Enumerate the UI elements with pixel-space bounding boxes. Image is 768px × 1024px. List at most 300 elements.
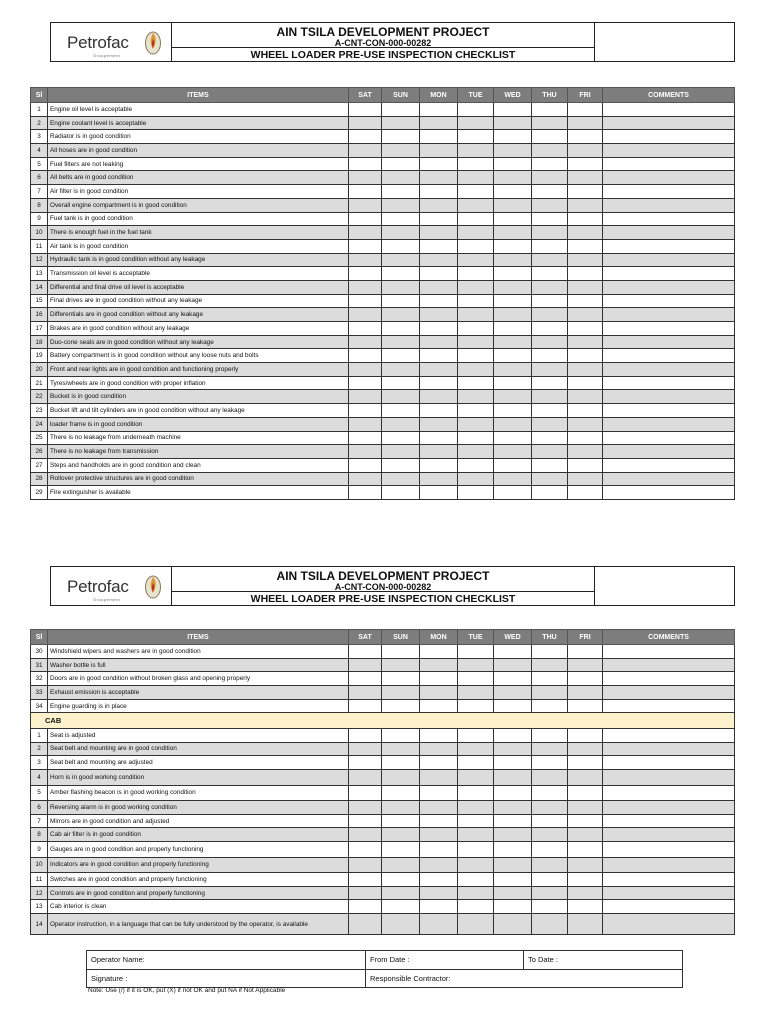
check-cell-thu[interactable] [532,116,568,130]
comment-cell[interactable] [603,212,735,226]
check-cell-tue[interactable] [458,157,494,171]
check-cell-thu[interactable] [532,349,568,363]
check-cell-sun[interactable] [382,185,420,199]
check-cell-thu[interactable] [532,472,568,486]
check-cell-sat[interactable] [349,226,382,240]
check-cell-tue[interactable] [458,445,494,459]
check-cell-thu[interactable] [532,144,568,158]
check-cell-sat[interactable] [349,645,382,659]
check-cell-wed[interactable] [494,294,532,308]
comment-cell[interactable] [603,458,735,472]
check-cell-wed[interactable] [494,728,532,742]
comment-cell[interactable] [603,308,735,322]
check-cell-mon[interactable] [420,914,458,935]
check-cell-sat[interactable] [349,157,382,171]
check-cell-thu[interactable] [532,686,568,700]
check-cell-sun[interactable] [382,873,420,887]
comment-cell[interactable] [603,239,735,253]
check-cell-sat[interactable] [349,886,382,900]
comment-cell[interactable] [603,801,735,815]
check-cell-tue[interactable] [458,814,494,828]
check-cell-wed[interactable] [494,390,532,404]
check-cell-mon[interactable] [420,417,458,431]
check-cell-sat[interactable] [349,376,382,390]
check-cell-fri[interactable] [568,857,603,873]
check-cell-fri[interactable] [568,308,603,322]
check-cell-fri[interactable] [568,445,603,459]
check-cell-sun[interactable] [382,886,420,900]
check-cell-wed[interactable] [494,431,532,445]
check-cell-fri[interactable] [568,742,603,756]
comment-cell[interactable] [603,728,735,742]
check-cell-wed[interactable] [494,253,532,267]
comment-cell[interactable] [603,886,735,900]
comment-cell[interactable] [603,699,735,713]
check-cell-mon[interactable] [420,226,458,240]
operator-name-field[interactable]: Operator Name: [87,951,366,970]
check-cell-thu[interactable] [532,390,568,404]
check-cell-thu[interactable] [532,785,568,801]
comment-cell[interactable] [603,335,735,349]
comment-cell[interactable] [603,130,735,144]
check-cell-wed[interactable] [494,144,532,158]
check-cell-sat[interactable] [349,198,382,212]
check-cell-sat[interactable] [349,814,382,828]
check-cell-fri[interactable] [568,144,603,158]
check-cell-wed[interactable] [494,308,532,322]
check-cell-sun[interactable] [382,363,420,377]
check-cell-sun[interactable] [382,756,420,770]
comment-cell[interactable] [603,171,735,185]
check-cell-mon[interactable] [420,157,458,171]
check-cell-tue[interactable] [458,728,494,742]
check-cell-wed[interactable] [494,658,532,672]
check-cell-wed[interactable] [494,280,532,294]
check-cell-sun[interactable] [382,116,420,130]
check-cell-mon[interactable] [420,742,458,756]
check-cell-mon[interactable] [420,212,458,226]
check-cell-sat[interactable] [349,212,382,226]
check-cell-fri[interactable] [568,814,603,828]
check-cell-sun[interactable] [382,672,420,686]
comment-cell[interactable] [603,417,735,431]
check-cell-mon[interactable] [420,144,458,158]
comment-cell[interactable] [603,267,735,281]
check-cell-tue[interactable] [458,873,494,887]
check-cell-fri[interactable] [568,472,603,486]
check-cell-mon[interactable] [420,130,458,144]
check-cell-fri[interactable] [568,900,603,914]
check-cell-wed[interactable] [494,171,532,185]
check-cell-wed[interactable] [494,486,532,500]
check-cell-thu[interactable] [532,322,568,336]
check-cell-thu[interactable] [532,253,568,267]
comment-cell[interactable] [603,253,735,267]
check-cell-mon[interactable] [420,390,458,404]
check-cell-sun[interactable] [382,376,420,390]
check-cell-fri[interactable] [568,390,603,404]
check-cell-tue[interactable] [458,842,494,858]
check-cell-sat[interactable] [349,144,382,158]
check-cell-wed[interactable] [494,785,532,801]
comment-cell[interactable] [603,472,735,486]
check-cell-thu[interactable] [532,226,568,240]
check-cell-sun[interactable] [382,130,420,144]
check-cell-thu[interactable] [532,267,568,281]
check-cell-tue[interactable] [458,417,494,431]
check-cell-fri[interactable] [568,842,603,858]
check-cell-sat[interactable] [349,857,382,873]
check-cell-sun[interactable] [382,445,420,459]
check-cell-sat[interactable] [349,253,382,267]
check-cell-sun[interactable] [382,814,420,828]
check-cell-sun[interactable] [382,253,420,267]
check-cell-sat[interactable] [349,390,382,404]
check-cell-thu[interactable] [532,103,568,117]
check-cell-sun[interactable] [382,785,420,801]
check-cell-fri[interactable] [568,239,603,253]
check-cell-wed[interactable] [494,814,532,828]
check-cell-sat[interactable] [349,130,382,144]
check-cell-wed[interactable] [494,335,532,349]
check-cell-sun[interactable] [382,267,420,281]
check-cell-tue[interactable] [458,349,494,363]
check-cell-wed[interactable] [494,376,532,390]
check-cell-tue[interactable] [458,226,494,240]
check-cell-sat[interactable] [349,842,382,858]
check-cell-sun[interactable] [382,308,420,322]
check-cell-sat[interactable] [349,417,382,431]
check-cell-tue[interactable] [458,828,494,842]
check-cell-fri[interactable] [568,431,603,445]
check-cell-fri[interactable] [568,294,603,308]
check-cell-mon[interactable] [420,658,458,672]
check-cell-wed[interactable] [494,363,532,377]
check-cell-sun[interactable] [382,171,420,185]
check-cell-fri[interactable] [568,212,603,226]
check-cell-fri[interactable] [568,185,603,199]
check-cell-sat[interactable] [349,404,382,418]
check-cell-thu[interactable] [532,417,568,431]
comment-cell[interactable] [603,404,735,418]
check-cell-fri[interactable] [568,873,603,887]
check-cell-thu[interactable] [532,431,568,445]
check-cell-mon[interactable] [420,686,458,700]
check-cell-sun[interactable] [382,226,420,240]
check-cell-thu[interactable] [532,873,568,887]
check-cell-sun[interactable] [382,322,420,336]
check-cell-sat[interactable] [349,445,382,459]
check-cell-sat[interactable] [349,873,382,887]
check-cell-thu[interactable] [532,672,568,686]
check-cell-sun[interactable] [382,686,420,700]
check-cell-fri[interactable] [568,376,603,390]
check-cell-thu[interactable] [532,828,568,842]
check-cell-thu[interactable] [532,335,568,349]
check-cell-sun[interactable] [382,472,420,486]
check-cell-mon[interactable] [420,376,458,390]
check-cell-sun[interactable] [382,390,420,404]
check-cell-fri[interactable] [568,226,603,240]
check-cell-thu[interactable] [532,376,568,390]
check-cell-thu[interactable] [532,842,568,858]
check-cell-sun[interactable] [382,900,420,914]
comment-cell[interactable] [603,486,735,500]
check-cell-fri[interactable] [568,645,603,659]
to-date-field[interactable]: To Date : [524,951,683,970]
check-cell-wed[interactable] [494,212,532,226]
check-cell-sun[interactable] [382,239,420,253]
check-cell-sat[interactable] [349,171,382,185]
check-cell-mon[interactable] [420,801,458,815]
check-cell-thu[interactable] [532,404,568,418]
check-cell-fri[interactable] [568,914,603,935]
comment-cell[interactable] [603,828,735,842]
check-cell-tue[interactable] [458,742,494,756]
check-cell-tue[interactable] [458,239,494,253]
check-cell-sat[interactable] [349,686,382,700]
check-cell-tue[interactable] [458,458,494,472]
check-cell-mon[interactable] [420,363,458,377]
check-cell-thu[interactable] [532,645,568,659]
comment-cell[interactable] [603,645,735,659]
check-cell-tue[interactable] [458,376,494,390]
check-cell-fri[interactable] [568,404,603,418]
check-cell-sat[interactable] [349,267,382,281]
check-cell-thu[interactable] [532,171,568,185]
check-cell-tue[interactable] [458,857,494,873]
check-cell-sun[interactable] [382,828,420,842]
check-cell-tue[interactable] [458,658,494,672]
check-cell-thu[interactable] [532,212,568,226]
check-cell-sun[interactable] [382,801,420,815]
check-cell-wed[interactable] [494,686,532,700]
check-cell-sat[interactable] [349,431,382,445]
check-cell-sat[interactable] [349,363,382,377]
check-cell-sun[interactable] [382,458,420,472]
check-cell-thu[interactable] [532,198,568,212]
check-cell-fri[interactable] [568,267,603,281]
check-cell-tue[interactable] [458,198,494,212]
check-cell-tue[interactable] [458,212,494,226]
check-cell-mon[interactable] [420,828,458,842]
check-cell-tue[interactable] [458,130,494,144]
from-date-field[interactable]: From Date : [366,951,524,970]
check-cell-tue[interactable] [458,770,494,786]
check-cell-sun[interactable] [382,212,420,226]
check-cell-fri[interactable] [568,417,603,431]
check-cell-sat[interactable] [349,728,382,742]
check-cell-sat[interactable] [349,308,382,322]
check-cell-sun[interactable] [382,699,420,713]
check-cell-thu[interactable] [532,742,568,756]
check-cell-tue[interactable] [458,322,494,336]
check-cell-wed[interactable] [494,900,532,914]
comment-cell[interactable] [603,226,735,240]
check-cell-fri[interactable] [568,828,603,842]
check-cell-sat[interactable] [349,486,382,500]
comment-cell[interactable] [603,770,735,786]
check-cell-sat[interactable] [349,280,382,294]
check-cell-mon[interactable] [420,886,458,900]
check-cell-sat[interactable] [349,294,382,308]
check-cell-sun[interactable] [382,742,420,756]
comment-cell[interactable] [603,144,735,158]
check-cell-fri[interactable] [568,157,603,171]
check-cell-thu[interactable] [532,280,568,294]
comment-cell[interactable] [603,857,735,873]
comment-cell[interactable] [603,672,735,686]
check-cell-fri[interactable] [568,253,603,267]
check-cell-wed[interactable] [494,886,532,900]
check-cell-wed[interactable] [494,103,532,117]
check-cell-tue[interactable] [458,103,494,117]
check-cell-tue[interactable] [458,253,494,267]
comment-cell[interactable] [603,900,735,914]
comment-cell[interactable] [603,842,735,858]
check-cell-fri[interactable] [568,785,603,801]
check-cell-thu[interactable] [532,363,568,377]
check-cell-thu[interactable] [532,770,568,786]
check-cell-mon[interactable] [420,103,458,117]
check-cell-sat[interactable] [349,116,382,130]
check-cell-tue[interactable] [458,185,494,199]
comment-cell[interactable] [603,756,735,770]
check-cell-fri[interactable] [568,770,603,786]
comment-cell[interactable] [603,914,735,935]
check-cell-sun[interactable] [382,157,420,171]
check-cell-thu[interactable] [532,801,568,815]
check-cell-wed[interactable] [494,645,532,659]
check-cell-tue[interactable] [458,472,494,486]
check-cell-wed[interactable] [494,472,532,486]
check-cell-sat[interactable] [349,756,382,770]
check-cell-fri[interactable] [568,801,603,815]
comment-cell[interactable] [603,280,735,294]
comment-cell[interactable] [603,686,735,700]
check-cell-thu[interactable] [532,658,568,672]
check-cell-mon[interactable] [420,349,458,363]
check-cell-tue[interactable] [458,335,494,349]
check-cell-sat[interactable] [349,828,382,842]
check-cell-tue[interactable] [458,756,494,770]
check-cell-sat[interactable] [349,349,382,363]
comment-cell[interactable] [603,390,735,404]
check-cell-sun[interactable] [382,857,420,873]
check-cell-mon[interactable] [420,294,458,308]
check-cell-wed[interactable] [494,857,532,873]
check-cell-thu[interactable] [532,699,568,713]
check-cell-tue[interactable] [458,486,494,500]
check-cell-tue[interactable] [458,363,494,377]
check-cell-tue[interactable] [458,431,494,445]
check-cell-wed[interactable] [494,198,532,212]
check-cell-tue[interactable] [458,294,494,308]
check-cell-fri[interactable] [568,280,603,294]
check-cell-tue[interactable] [458,914,494,935]
check-cell-sat[interactable] [349,699,382,713]
check-cell-sun[interactable] [382,914,420,935]
comment-cell[interactable] [603,363,735,377]
check-cell-tue[interactable] [458,699,494,713]
check-cell-mon[interactable] [420,239,458,253]
comment-cell[interactable] [603,157,735,171]
check-cell-mon[interactable] [420,308,458,322]
check-cell-thu[interactable] [532,294,568,308]
check-cell-wed[interactable] [494,404,532,418]
check-cell-sun[interactable] [382,431,420,445]
check-cell-mon[interactable] [420,253,458,267]
check-cell-mon[interactable] [420,267,458,281]
check-cell-fri[interactable] [568,103,603,117]
check-cell-wed[interactable] [494,349,532,363]
check-cell-thu[interactable] [532,857,568,873]
check-cell-fri[interactable] [568,116,603,130]
check-cell-tue[interactable] [458,686,494,700]
check-cell-mon[interactable] [420,842,458,858]
check-cell-sat[interactable] [349,801,382,815]
check-cell-fri[interactable] [568,486,603,500]
check-cell-mon[interactable] [420,785,458,801]
check-cell-wed[interactable] [494,417,532,431]
check-cell-fri[interactable] [568,171,603,185]
check-cell-fri[interactable] [568,886,603,900]
check-cell-fri[interactable] [568,699,603,713]
check-cell-tue[interactable] [458,785,494,801]
check-cell-fri[interactable] [568,322,603,336]
check-cell-wed[interactable] [494,770,532,786]
check-cell-thu[interactable] [532,239,568,253]
check-cell-wed[interactable] [494,914,532,935]
signature-field[interactable]: Signature : [87,969,366,988]
check-cell-mon[interactable] [420,486,458,500]
check-cell-fri[interactable] [568,130,603,144]
check-cell-tue[interactable] [458,144,494,158]
check-cell-sun[interactable] [382,645,420,659]
check-cell-tue[interactable] [458,390,494,404]
check-cell-sat[interactable] [349,770,382,786]
check-cell-fri[interactable] [568,349,603,363]
check-cell-sat[interactable] [349,458,382,472]
check-cell-mon[interactable] [420,645,458,659]
check-cell-wed[interactable] [494,185,532,199]
check-cell-sun[interactable] [382,486,420,500]
check-cell-sun[interactable] [382,728,420,742]
check-cell-tue[interactable] [458,308,494,322]
comment-cell[interactable] [603,658,735,672]
responsible-contractor-field[interactable]: Responsible Contractor: [366,969,683,988]
check-cell-mon[interactable] [420,672,458,686]
check-cell-tue[interactable] [458,171,494,185]
comment-cell[interactable] [603,873,735,887]
check-cell-mon[interactable] [420,873,458,887]
comment-cell[interactable] [603,445,735,459]
check-cell-thu[interactable] [532,445,568,459]
check-cell-mon[interactable] [420,445,458,459]
check-cell-thu[interactable] [532,886,568,900]
check-cell-sat[interactable] [349,335,382,349]
check-cell-mon[interactable] [420,335,458,349]
check-cell-thu[interactable] [532,308,568,322]
check-cell-sun[interactable] [382,280,420,294]
check-cell-thu[interactable] [532,900,568,914]
check-cell-fri[interactable] [568,756,603,770]
check-cell-thu[interactable] [532,728,568,742]
check-cell-thu[interactable] [532,914,568,935]
check-cell-mon[interactable] [420,857,458,873]
check-cell-sun[interactable] [382,349,420,363]
comment-cell[interactable] [603,742,735,756]
